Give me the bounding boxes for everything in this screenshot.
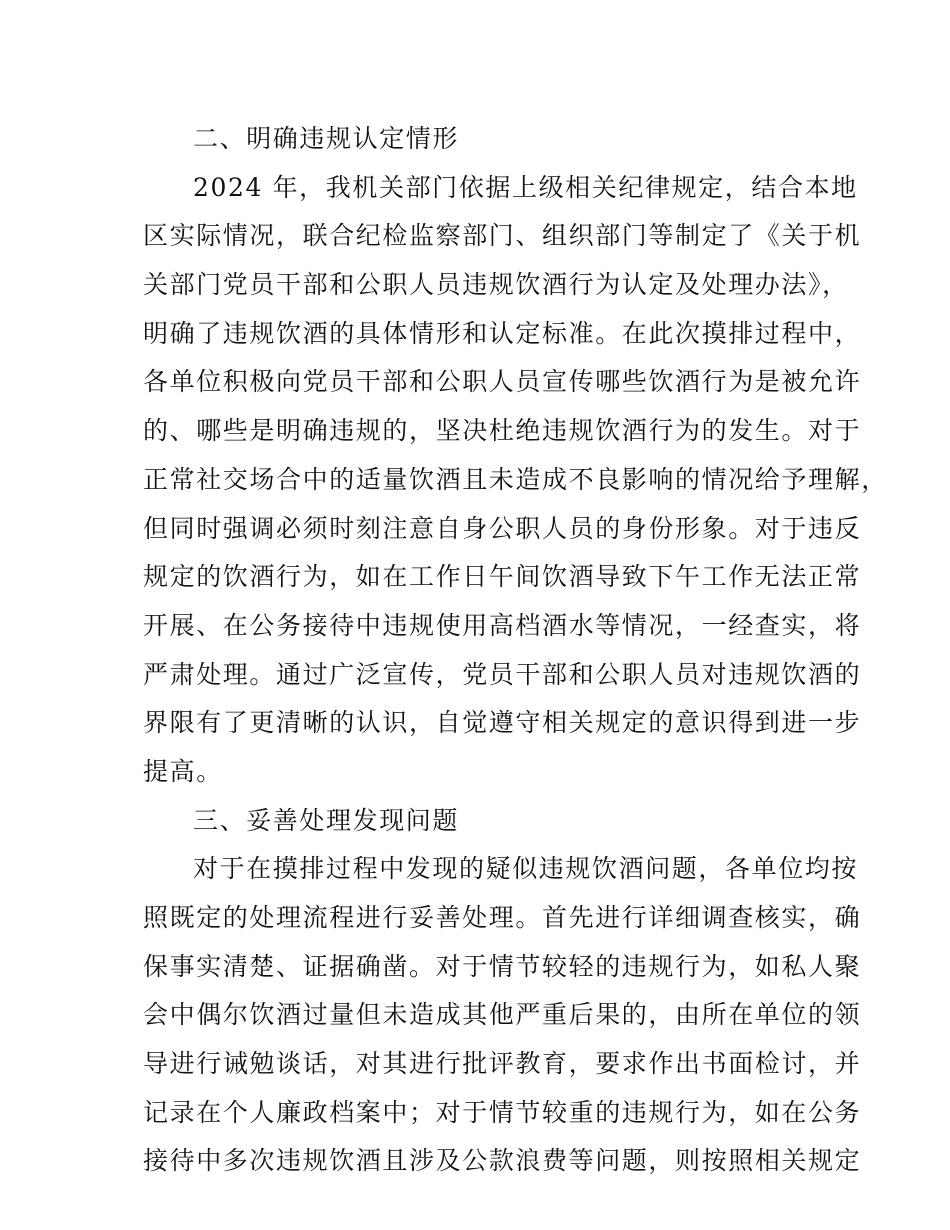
paragraph — [143, 164, 888, 797]
paragraph-line: 接待中多次违规饮酒且涉及公款浪费等问题，则按照相关规定 — [143, 1146, 862, 1176]
paragraph-line: 对于在摸排过程中发现的疑似违规饮酒问题，各单位均按 — [193, 854, 859, 884]
paragraph-line: 保事实清楚、证据确凿。对于情节较轻的违规行为，如私人聚 — [143, 951, 862, 981]
paragraph-line: 照既定的处理流程进行妥善处理。首先进行详细调查核实，确 — [143, 903, 862, 932]
paragraph-line: 区实际情况，联合纪检监察部门、组织部门等制定了《关于机 — [143, 221, 862, 251]
paragraph-line: 会中偶尔饮酒过量但未造成其他严重后果的，由所在单位的领 — [143, 1000, 862, 1030]
paragraph — [143, 845, 862, 1186]
section-heading: 三、妥善处理发现问题 — [193, 805, 460, 835]
paragraph-line: 正常社交场合中的适量饮酒且未造成不良影响的情况给予理解， — [143, 464, 888, 494]
paragraph-line: 的、哪些是明确违规的，坚决杜绝违规饮酒行为的发生。对于 — [143, 416, 862, 446]
paragraph-line: 界限有了更清晰的认识，自觉遵守相关规定的意识得到进一步 — [143, 708, 862, 738]
section-heading: 二、明确违规认定情形 — [193, 124, 460, 153]
paragraph-line: 提高。 — [143, 756, 223, 786]
paragraph-line: 但同时强调必须时刻注意自身公职人员的身份形象。对于违反 — [143, 513, 862, 543]
paragraph-line: 规定的饮酒行为，如在工作日午间饮酒导致下午工作无法正常 — [143, 562, 862, 592]
document-body — [143, 115, 888, 1186]
paragraph-line: 导进行诫勉谈话，对其进行批评教育，要求作出书面检讨，并 — [143, 1049, 862, 1079]
paragraph-line: 明确了违规饮酒的具体情形和认定标准。在此次摸排过程中， — [143, 318, 862, 348]
paragraph-line: 2024 年，我机关部门依据上级相关纪律规定，结合本地 — [193, 172, 858, 202]
paragraph-line: 开展、在公务接待中违规使用高档酒水等情况，一经查实，将 — [143, 610, 862, 640]
paragraph-line: 严肃处理。通过广泛宣传，党员干部和公职人员对违规饮酒的 — [143, 659, 862, 689]
paragraph-line: 关部门党员干部和公职人员违规饮酒行为认定及处理办法》， — [143, 270, 849, 300]
paragraph-line: 记录在个人廉政档案中；对于情节较重的违规行为，如在公务 — [143, 1097, 862, 1127]
paragraph-line: 各单位积极向党员干部和公职人员宣传哪些饮酒行为是被允许 — [143, 367, 862, 397]
